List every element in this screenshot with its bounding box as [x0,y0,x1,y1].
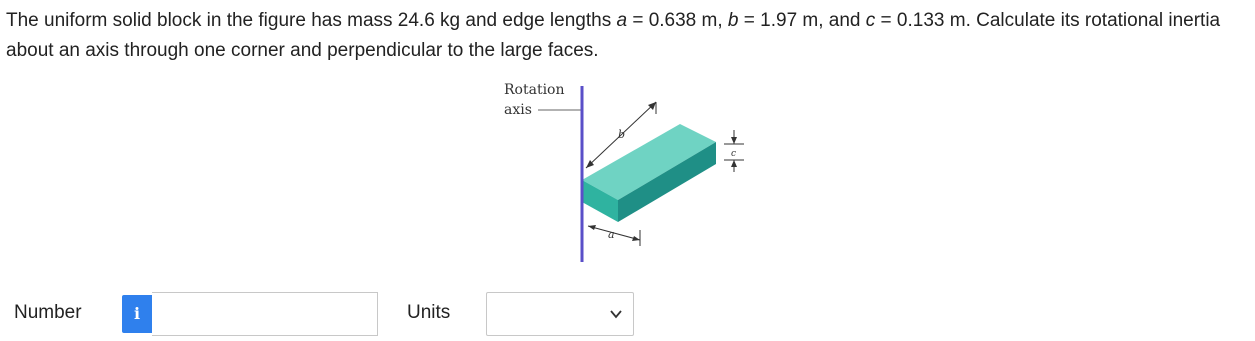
dimension-c-arrow [731,137,737,144]
var-b: b [727,10,739,31]
units-label: Units [407,302,451,323]
var-c: c [865,10,876,31]
axis-label: axis [504,102,532,118]
dimension-a-arrow [588,225,596,230]
question-part: = 1.97 m, and [738,10,866,31]
info-icon[interactable]: i [122,295,152,333]
number-label: Number [14,302,82,323]
block-figure [498,72,758,268]
rotation-label: Rotation [504,82,565,98]
question-part: = 0.638 m, [627,10,728,31]
dimension-c-arrow [731,160,737,167]
question-part: = 0.133 m. Calculate its rotational inertia about an axis through one corner and perpendicular to the large faces. [6,10,1221,61]
label-b: b [618,128,626,141]
question-text [6,6,1250,66]
label-a: a [608,228,615,241]
dimension-a-arrow [632,236,640,241]
answer-row [0,292,1255,336]
units-select[interactable] [486,292,634,336]
label-c: c [731,149,737,159]
question-part: The uniform solid block in the figure has mass 24.6 kg and edge lengths [6,10,617,31]
block-figure-drawing [498,72,758,268]
var-a: a [616,10,628,31]
chevron-down-icon [609,307,623,321]
number-input[interactable] [152,292,378,336]
